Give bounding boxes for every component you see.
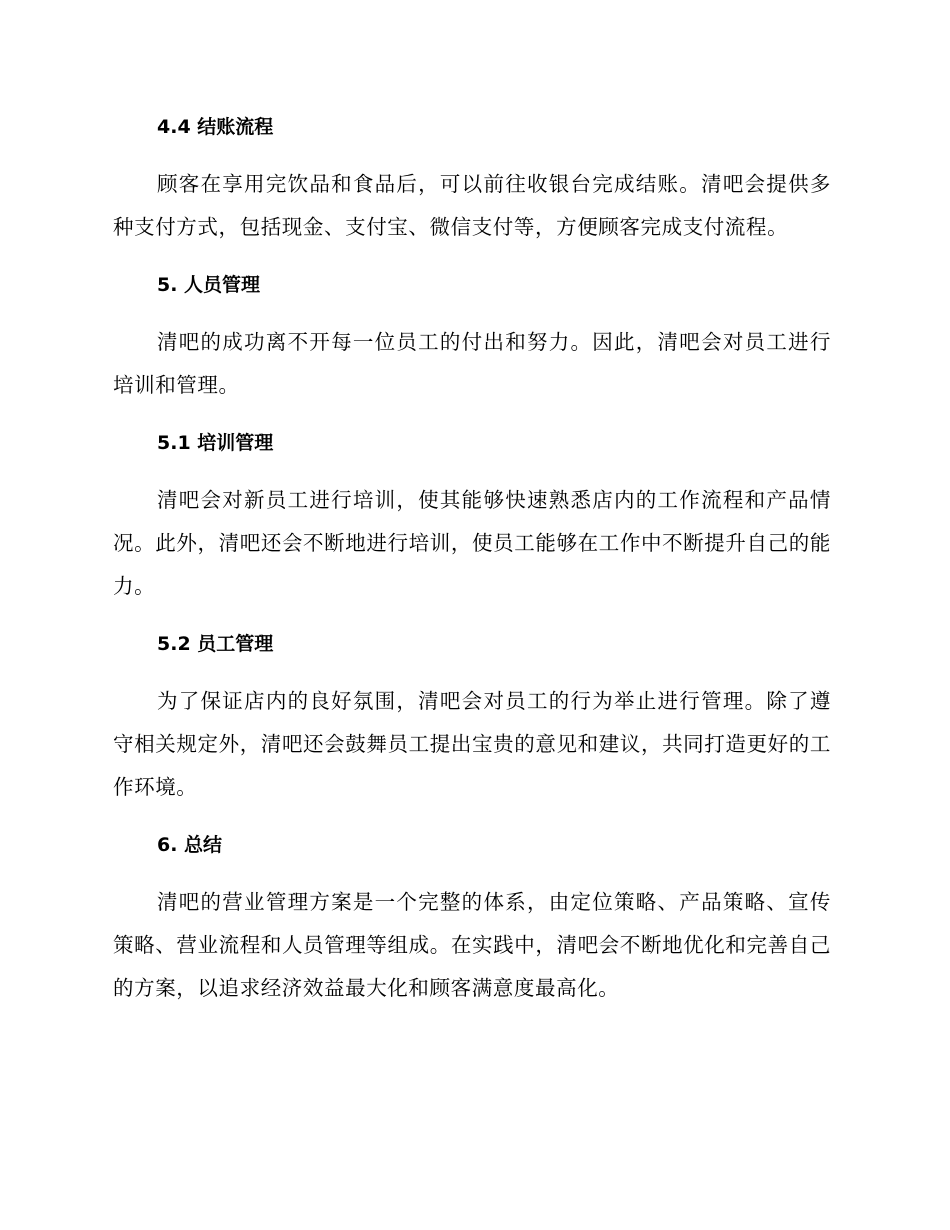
section-paragraph-employee-management: 为了保证店内的良好氛围，清吧会对员工的行为举止进行管理。除了遵守相关规定外，清吧还会鼓舞员工提出宝贵的意见和建议，共同打造更好的工作环境。 [113,689,831,799]
section-paragraph-summary: 清吧的营业管理方案是一个完整的体系，由定位策略、产品策略、宣传策略、营业流程和人员管理等组成。在实践中，清吧会不断地优化和完善自己的方案，以追求经济效益最大化和顾客满意度最高化。 [113,890,831,1000]
section-paragraph-checkout: 顾客在享用完饮品和食品后，可以前往收银台完成结账。清吧会提供多种支付方式，包括现金、支付宝、微信支付等，方便顾客完成支付流程。 [113,172,831,239]
section-heading-summary: 6. 总结 [157,834,223,856]
section-heading-employee-management: 5.2 员工管理 [157,633,274,655]
section-heading-checkout: 4.4 结账流程 [157,116,274,138]
section-heading-staff-management: 5. 人员管理 [157,274,261,296]
document-body [113,110,831,1029]
section-paragraph-staff-management: 清吧的成功离不开每一位员工的付出和努力。因此，清吧会对员工进行培训和管理。 [113,330,831,397]
section-heading-training: 5.1 培训管理 [157,432,274,454]
section-paragraph-training: 清吧会对新员工进行培训，使其能够快速熟悉店内的工作流程和产品情况。此外，清吧还会不断地进行培训，使员工能够在工作中不断提升自己的能力。 [113,488,831,598]
